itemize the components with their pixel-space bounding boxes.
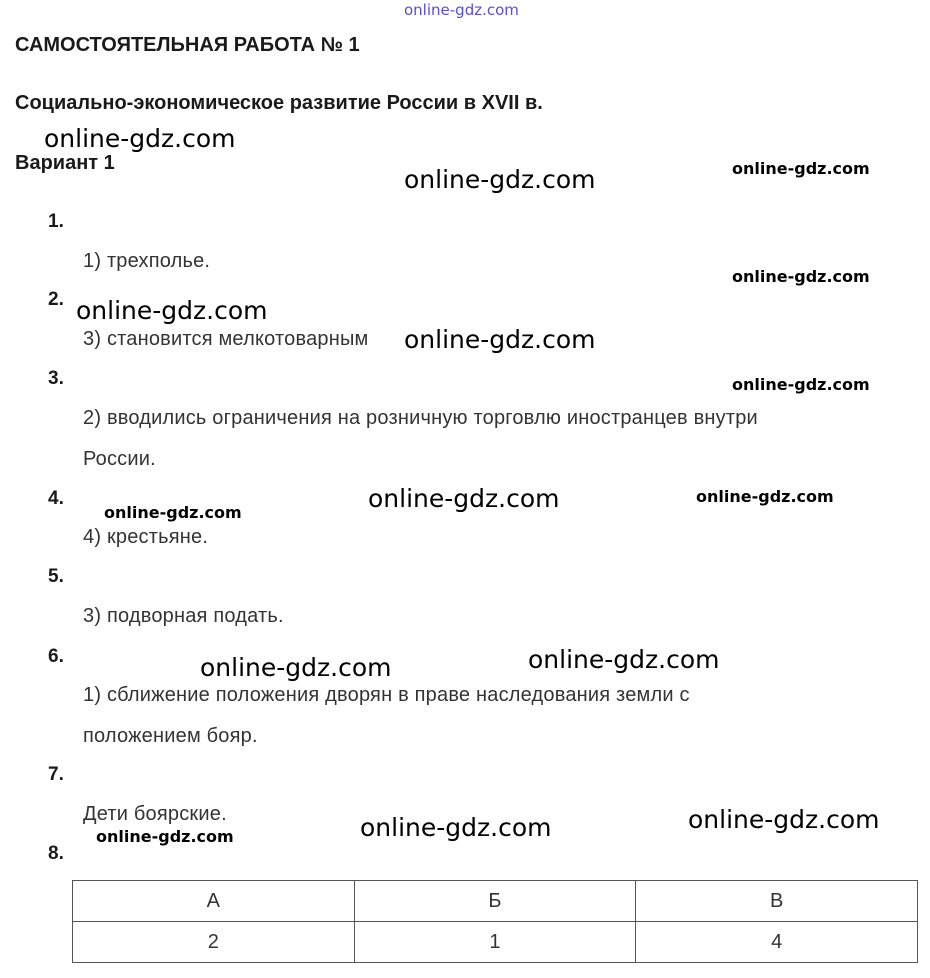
question-number: 6.: [48, 646, 64, 667]
page-title: САМОСТОЯТЕЛЬНАЯ РАБОТА № 1: [15, 34, 360, 56]
table-header-cell: В: [636, 881, 918, 922]
watermark: online-gdz.com: [360, 813, 552, 842]
answer-line: России.: [83, 448, 156, 470]
table-cell: 4: [636, 922, 918, 963]
watermark: online-gdz.com: [368, 484, 560, 513]
watermark: online-gdz.com: [404, 165, 596, 194]
watermark-top: online-gdz.com: [404, 1, 519, 19]
question-number: 4.: [48, 488, 64, 509]
watermark: online-gdz.com: [732, 159, 870, 178]
answer-line: Дети боярские.: [83, 803, 227, 825]
table-cell: 1: [354, 922, 636, 963]
watermark: online-gdz.com: [76, 296, 268, 325]
answer-line: 2) вводились ограничения на розничную торговлю иностранцев внутри: [83, 407, 758, 429]
answer-line: 1) трехполье.: [83, 250, 211, 272]
question-number: 7.: [48, 764, 64, 785]
answer-table: [72, 880, 918, 963]
table-row: [73, 922, 918, 963]
question-number: 8.: [48, 843, 64, 864]
answer-line: 1) сближение положения дворян в праве наследования земли с: [83, 684, 690, 706]
question-number: 3.: [48, 368, 64, 389]
watermark: online-gdz.com: [732, 375, 870, 394]
topic-heading: Социально-экономическое развитие России в XVII в.: [15, 92, 543, 114]
watermark: online-gdz.com: [528, 645, 720, 674]
answer-line: 3) становится мелкотоварным: [83, 328, 369, 350]
watermark: online-gdz.com: [404, 325, 596, 354]
table-cell: 2: [73, 922, 355, 963]
watermark: online-gdz.com: [200, 653, 392, 682]
watermark: online-gdz.com: [732, 267, 870, 286]
variant-heading: Вариант 1: [15, 152, 115, 174]
watermark: online-gdz.com: [44, 124, 236, 153]
question-number: 2.: [48, 289, 64, 310]
watermark: online-gdz.com: [696, 487, 834, 506]
answer-line: положением бояр.: [83, 725, 258, 747]
table-header-row: [73, 881, 918, 922]
watermark: online-gdz.com: [688, 805, 880, 834]
watermark: online-gdz.com: [104, 503, 242, 522]
table-header-cell: Б: [354, 881, 636, 922]
question-number: 1.: [48, 211, 64, 232]
answer-line: 3) подворная подать.: [83, 605, 284, 627]
watermark: online-gdz.com: [96, 827, 234, 846]
question-number: 5.: [48, 566, 64, 587]
table-header-cell: А: [73, 881, 355, 922]
answer-line: 4) крестьяне.: [83, 526, 209, 548]
